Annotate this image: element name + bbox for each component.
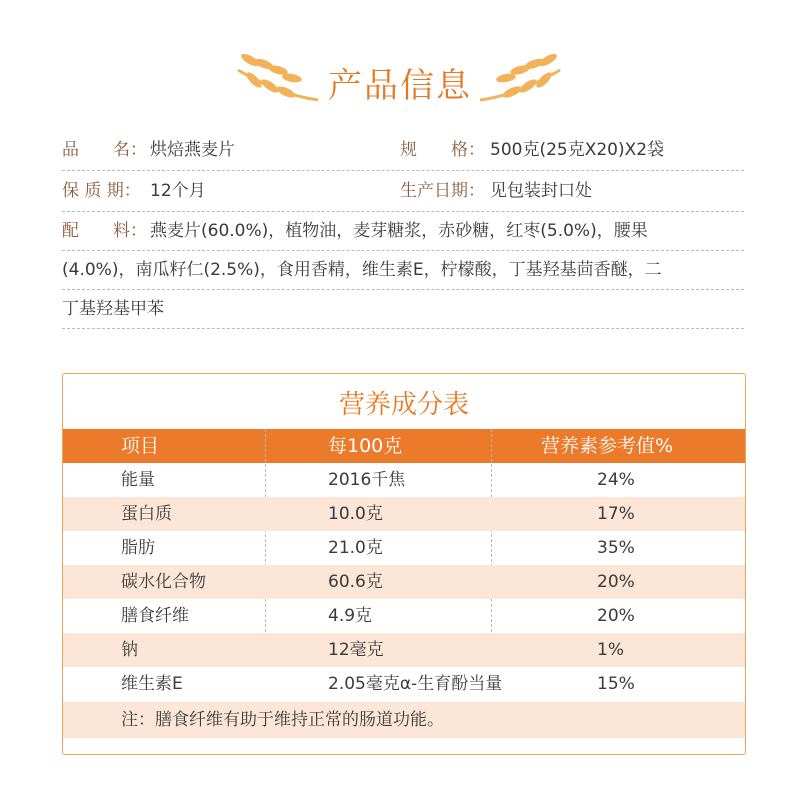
column-header-nrv: 营养素参考值%: [541, 435, 674, 457]
wheat-ear-icon: [478, 40, 568, 110]
shelf-life-value: 12个月: [150, 181, 206, 201]
row-per100: 60.6克: [328, 572, 383, 592]
row-item: 膳食纤维: [121, 606, 189, 626]
row-item: 碳水化合物: [121, 572, 206, 592]
row-per100: 12毫克: [328, 640, 384, 660]
table-row: [63, 463, 745, 497]
table-row: [63, 497, 745, 531]
product-info: [62, 130, 744, 329]
row-per100: 2.05毫克α-生育酚当量: [328, 674, 503, 694]
nutrition-body: [63, 463, 745, 701]
production-date-value: 见包装封口处: [490, 181, 592, 201]
row-nrv: 20%: [597, 572, 635, 592]
row-nrv: 17%: [597, 504, 635, 524]
row-nrv: 24%: [597, 470, 635, 490]
table-row: [63, 633, 745, 667]
nutrition-header-row: [63, 429, 745, 463]
ingredients-text: 燕麦片(60.0%)，植物油，麦芽糖浆，赤砂糖，红枣(5.0%)，腰果: [150, 221, 648, 241]
ingredients: [62, 212, 744, 329]
row-per100: 2016千焦: [328, 470, 406, 490]
spec-value: 500克(25克X20)X2袋: [490, 140, 665, 160]
nutrition-note: [63, 702, 745, 738]
row-item: 维生素E: [121, 674, 183, 694]
row-nrv: 1%: [597, 640, 624, 660]
production-date-label: 生产日期：: [400, 181, 485, 201]
page-title: 产品信息: [328, 66, 472, 106]
name-label: 品 名：: [62, 140, 147, 160]
row-nrv: 15%: [597, 674, 635, 694]
row-nrv: 35%: [597, 538, 635, 558]
ingredients-line: [62, 251, 744, 290]
nutrition-title: 营养成分表: [338, 390, 469, 420]
ingredients-text: (4.0%)，南瓜籽仁(2.5%)，食用香精，维生素E，柠檬酸，丁基羟基茴香醚，二: [62, 260, 662, 280]
info-row-shelf-date: [62, 171, 744, 212]
row-per100: 10.0克: [328, 504, 383, 524]
nutrition-panel: [62, 373, 746, 755]
ingredients-line: [62, 212, 744, 251]
row-item: 脂肪: [121, 538, 155, 558]
ingredients-line: [62, 290, 744, 328]
spec-label: 规 格：: [400, 140, 485, 160]
note-text: 注：膳食纤维有助于维持正常的肠道功能。: [121, 710, 444, 730]
row-item: 蛋白质: [121, 504, 172, 524]
row-item: 能量: [121, 470, 155, 490]
table-row: [63, 599, 745, 633]
header: [0, 40, 800, 120]
row-per100: 4.9克: [328, 606, 373, 626]
table-row: [63, 565, 745, 599]
row-nrv: 20%: [597, 606, 635, 626]
table-row: [63, 531, 745, 565]
row-item: 钠: [121, 640, 138, 660]
ingredients-text: 丁基羟基甲苯: [62, 299, 164, 319]
name-value: 烘焙燕麦片: [150, 140, 235, 160]
shelf-life-label: 保 质 期：: [62, 181, 141, 201]
column-header-item: 项目: [121, 435, 160, 457]
info-row-name-spec: [62, 130, 744, 171]
column-header-per100: 每100克: [328, 435, 403, 457]
row-per100: 21.0克: [328, 538, 383, 558]
ingredients-label: 配 料：: [62, 221, 147, 241]
table-row: [63, 667, 745, 701]
